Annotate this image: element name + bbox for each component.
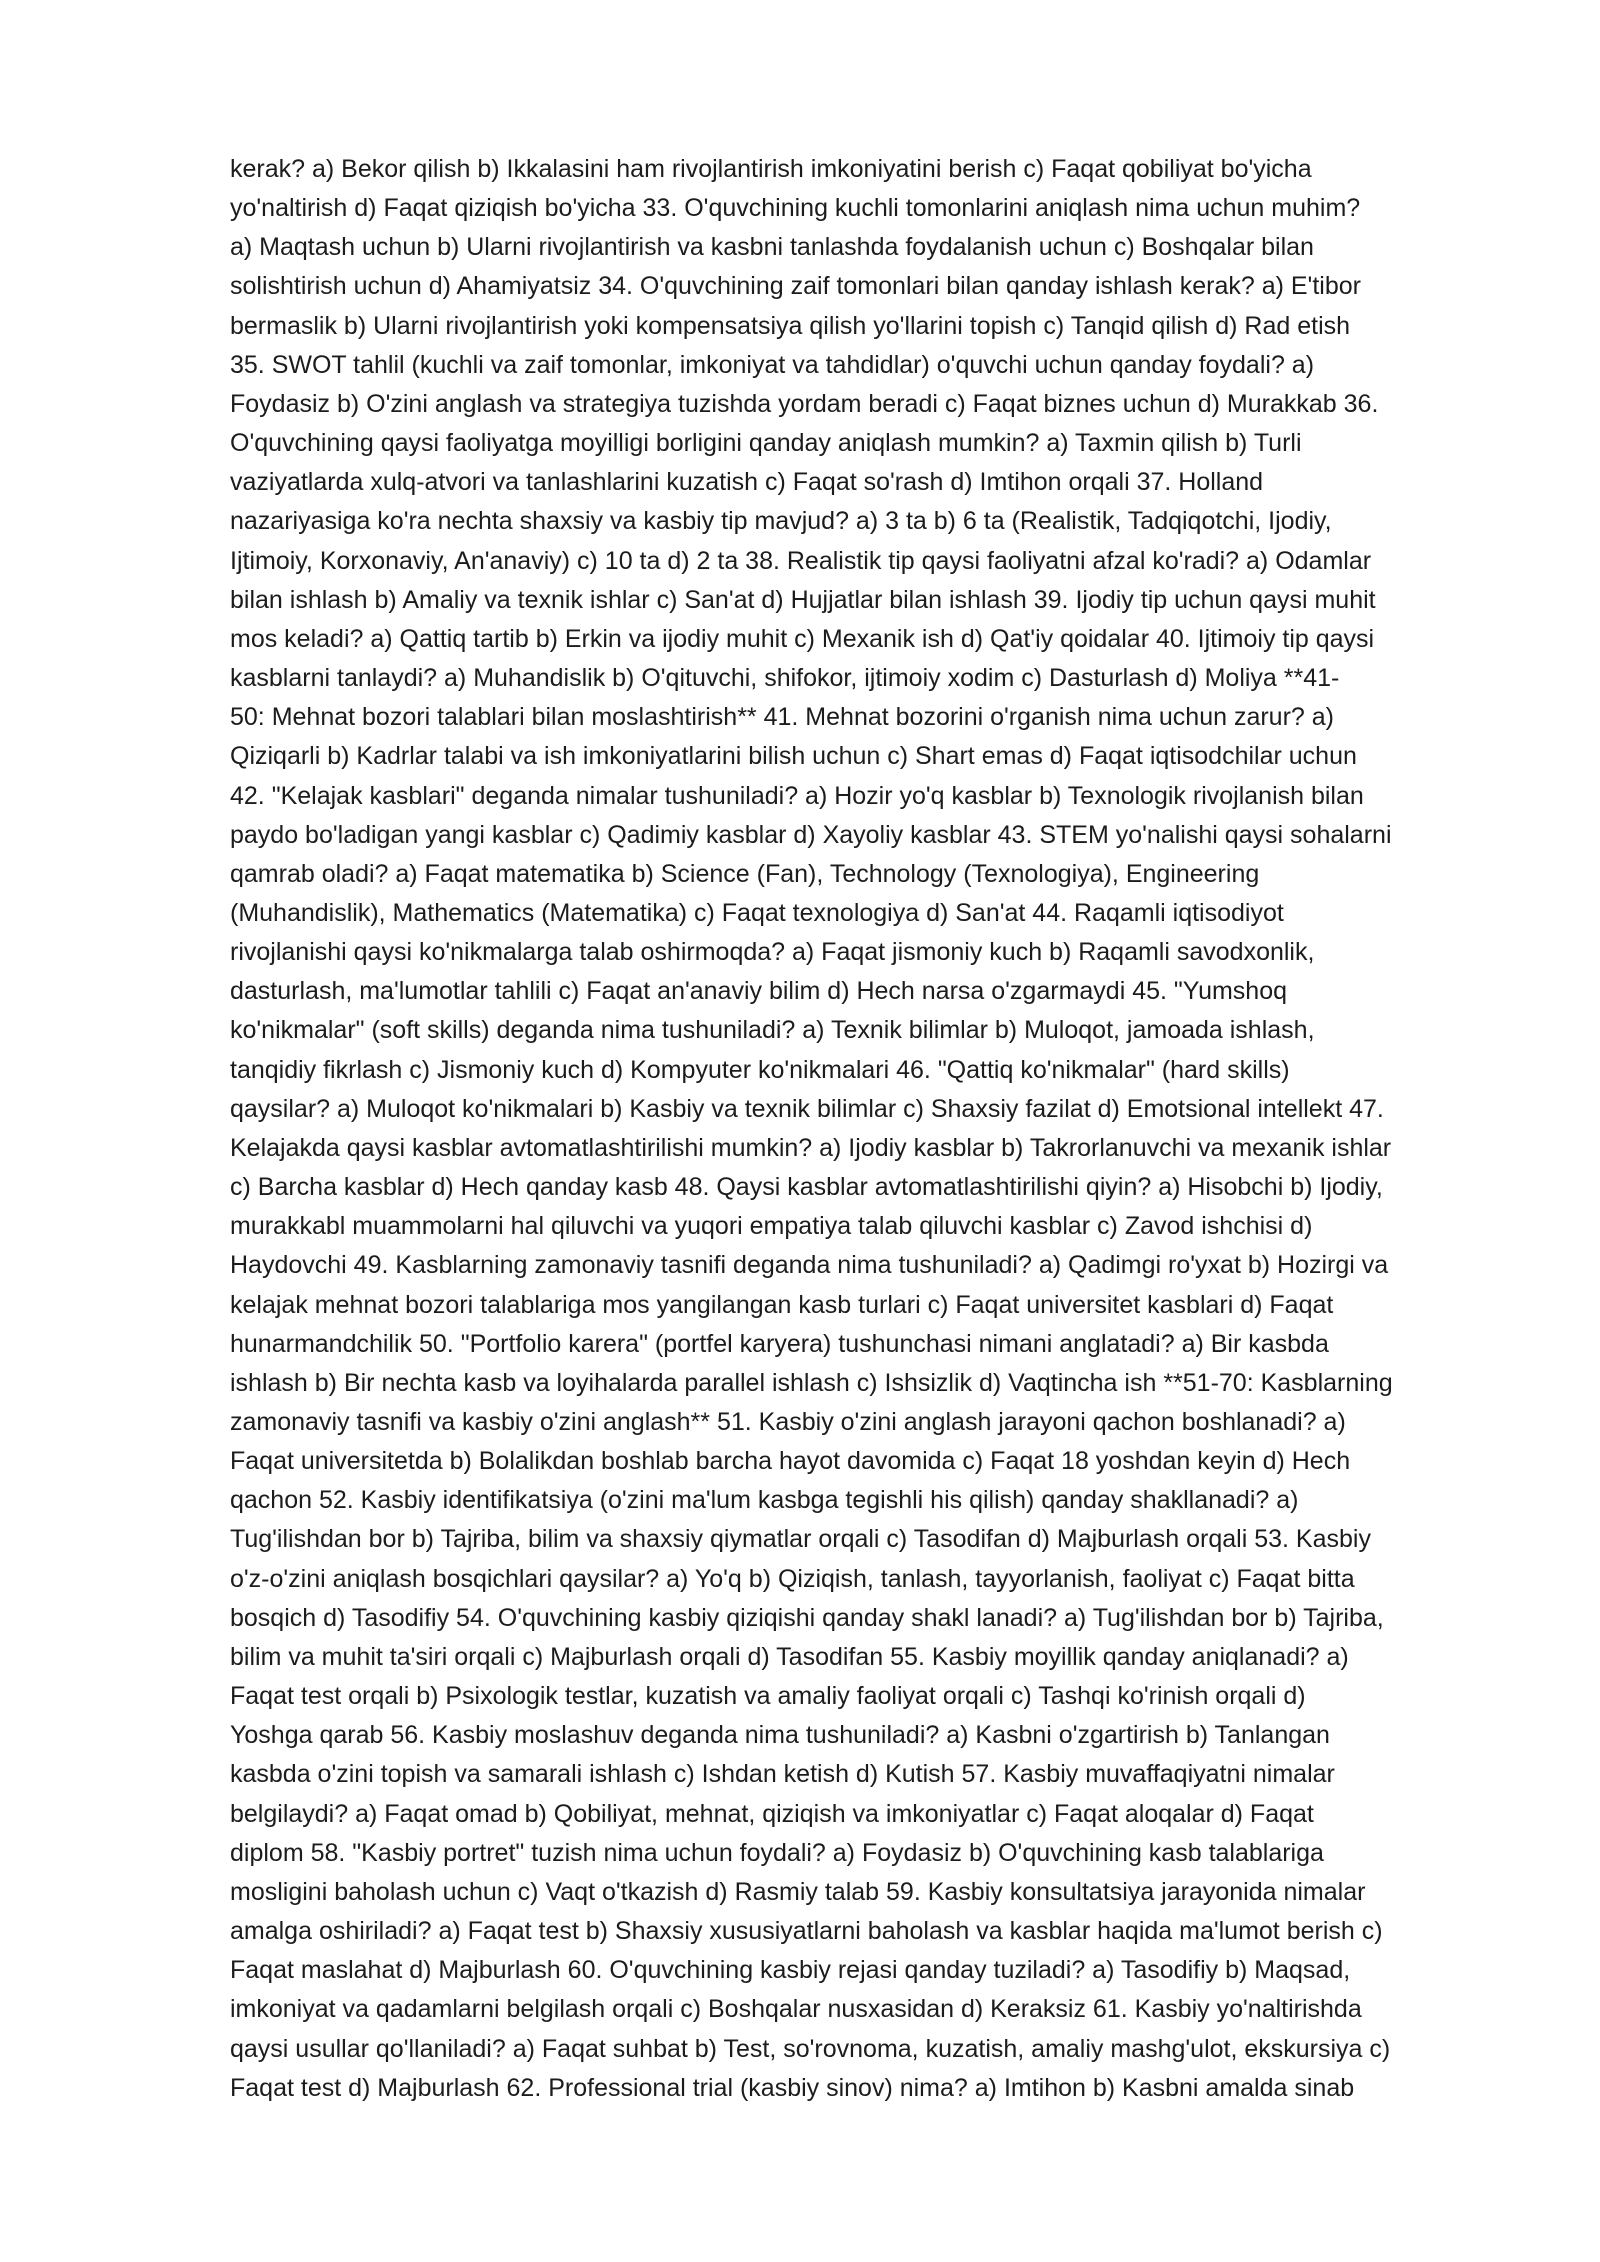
text-line: Tug'ilishdan bor b) Tajriba, bilim va shaxsiy qiymatlar orqali c) Tasodifan d) Majburlash orqali 53. Kasbiy [230, 1525, 1371, 1554]
text-line: ko'nikmalar" (soft skills) deganda nima tushuniladi? a) Texnik bilimlar b) Muloqot, jamoada ishlash, [230, 1016, 1315, 1045]
text-line: a) Maqtash uchun b) Ularni rivojlantirish va kasbni tanlashda foydalanish uchun c) Boshqalar bilan [230, 233, 1314, 262]
document-body-text [230, 150, 1505, 2108]
text-line: qachon 52. Kasbiy identifikatsiya (o'zini ma'lum kasbga tegishli his qilish) qanday shakllanadi? a) [230, 1486, 1299, 1515]
text-line: (Muhandislik), Mathematics (Matematika) c) Faqat texnologiya d) San'at 44. Raqamli iqtisodiyot [230, 898, 1284, 927]
text-line: zamonaviy tasnifi va kasbiy o'zini anglash** 51. Kasbiy o'zini anglash jarayoni qachon boshlanadi? a) [230, 1408, 1346, 1436]
text-line: Foydasiz b) O'zini anglash va strategiya tuzishda yordam beradi c) Faqat biznes uchun d) Murakkab 36. [230, 389, 1379, 418]
text-line: Faqat maslahat d) Majburlash 60. O'quvchining kasbiy rejasi qanday tuziladi? a) Tasodifiy b) Maqsad, [230, 1956, 1351, 1985]
text-line: diplom 58. "Kasbiy portret" tuzish nima uchun foydali? a) Foydasiz b) O'quvchining kasb talablariga [230, 1838, 1324, 1867]
text-line: dasturlash, ma'lumotlar tahlili c) Faqat an'anaviy bilim d) Hech narsa o'zgarmaydi 45. "Yumshoq [230, 977, 1288, 1006]
text-line: kasblarni tanlaydi? a) Muhandislik b) O'qituvchi, shifokor, ijtimoiy xodim c) Dasturlash d) Moliya **41- [230, 664, 1340, 693]
text-line: 42. "Kelajak kasblari" deganda nimalar tushuniladi? a) Hozir yo'q kasblar b) Texnologik rivojlanish bilan [230, 781, 1364, 810]
text-line: Faqat universitetda b) Bolalikdan boshlab barcha hayot davomida c) Faqat 18 yoshdan keyin d) Hech [230, 1447, 1351, 1476]
text-line: bilim va muhit ta'siri orqali c) Majburlash orqali d) Tasodifan 55. Kasbiy moyillik qanday aniqlanadi? a) [230, 1642, 1349, 1671]
text-line: yo'naltirish d) Faqat qiziqish bo'yicha 33. O'quvchining kuchli tomonlarini aniqlash nima uchun muhim? [230, 194, 1361, 223]
text-line: ishlash b) Bir nechta kasb va loyihalarda parallel ishlash c) Ishsizlik d) Vaqtincha ish **51-70: Kasblarning [230, 1368, 1393, 1397]
text-line: rivojlanishi qaysi ko'nikmalarga talab oshirmoqda? a) Faqat jismoniy kuch b) Raqamli savodxonlik, [230, 938, 1315, 967]
text-line: qaysi usullar qo'llaniladi? a) Faqat suhbat b) Test, so'rovnoma, kuzatish, amaliy mashg'ulot, ekskursiya c) [230, 2034, 1391, 2063]
text-line: solishtirish uchun d) Ahamiyatsiz 34. O'quvchining zaif tomonlari bilan qanday ishlash kerak? a) E'tibor [230, 272, 1361, 301]
text-line: qamrab oladi? a) Faqat matematika b) Science (Fan), Technology (Texnologiya), Engineering [230, 859, 1260, 888]
text-line: belgilaydi? a) Faqat omad b) Qobiliyat, mehnat, qiziqish va imkoniyatlar c) Faqat aloqalar d) Faqat [230, 1799, 1314, 1828]
text-line: hunarmandchilik 50. "Portfolio karera" (portfel karyera) tushunchasi nimani anglatadi? a) Bir kasbda [230, 1329, 1329, 1358]
text-line: imkoniyat va qadamlarni belgilash orqali c) Boshqalar nusxasidan d) Keraksiz 61. Kasbiy yo'naltirishda [230, 1995, 1362, 2024]
text-line: 50: Mehnat bozori talablari bilan moslashtirish** 41. Mehnat bozorini o'rganish nima uchun zarur? a) [230, 703, 1334, 732]
text-line: tanqidiy fikrlash c) Jismoniy kuch d) Kompyuter ko'nikmalari 46. "Qattiq ko'nikmalar" (hard skills) [230, 1055, 1290, 1084]
text-line: kelajak mehnat bozori talablariga mos yangilangan kasb turlari c) Faqat universitet kasblari d) Faqat [230, 1290, 1334, 1319]
text-line: mos keladi? a) Qattiq tartib b) Erkin va ijodiy muhit c) Mexanik ish d) Qat'iy qoidalar 40. Ijtimoiy tip qaysi [230, 624, 1375, 653]
text-line: Faqat test orqali b) Psixologik testlar, kuzatish va amaliy faoliyat orqali c) Tashqi ko'rinish orqali d) [230, 1682, 1306, 1711]
text-line: amalga oshiriladi? a) Faqat test b) Shaxsiy xususiyatlarni baholash va kasblar haqida ma'lumot berish c) [230, 1917, 1383, 1946]
text-line: vaziyatlarda xulq-atvori va tanlashlarini kuzatish c) Faqat so'rash d) Imtihon orqali 37. Holland [230, 468, 1264, 497]
text-line: murakkabl muammolarni hal qiluvchi va yuqori empatiya talab qiluvchi kasblar c) Zavod ishchisi d) [230, 1212, 1313, 1241]
text-line: O'quvchining qaysi faoliyatga moyilligi borligini qanday aniqlash mumkin? a) Taxmin qilish b) Turli [230, 429, 1302, 458]
text-line: kerak? a) Bekor qilish b) Ikkalasini ham rivojlantirish imkoniyatini berish c) Faqat qobiliyat bo'yicha [230, 155, 1312, 183]
text-line: mosligini baholash uchun c) Vaqt o'tkazish d) Rasmiy talab 59. Kasbiy konsultatsiya jarayonida nimalar [230, 1877, 1366, 1906]
text-line: Faqat test d) Majburlash 62. Professional trial (kasbiy sinov) nima? a) Imtihon b) Kasbni amalda sinab [230, 2073, 1355, 2102]
text-line: Qiziqarli b) Kadrlar talabi va ish imkoniyatlarini bilish uchun c) Shart emas d) Faqat iqtisodchilar uchun [230, 742, 1357, 771]
text-line: kasbda o'zini topish va samarali ishlash c) Ishdan ketish d) Kutish 57. Kasbiy muvaffaqiyatni nimalar [230, 1760, 1335, 1789]
text-line: c) Barcha kasblar d) Hech qanday kasb 48. Qaysi kasblar avtomatlashtirilishi qiyin? a) Hisobchi b) Ijodiy, [230, 1173, 1383, 1202]
text-line: Haydovchi 49. Kasblarning zamonaviy tasnifi deganda nima tushuniladi? a) Qadimgi ro'yxat b) Hozirgi va [230, 1251, 1389, 1280]
text-line: bilan ishlash b) Amaliy va texnik ishlar c) San'at d) Hujjatlar bilan ishlash 39. Ijodiy tip uchun qaysi muhit [230, 585, 1376, 614]
text-line: o'z-o'zini aniqlash bosqichlari qaysilar? a) Yo'q b) Qiziqish, tanlash, tayyorlanish, faoliyat c) Faqat bitta [230, 1564, 1355, 1593]
text-line: qaysilar? a) Muloqot ko'nikmalari b) Kasbiy va texnik bilimlar c) Shaxsiy fazilat d) Emotsional intellekt 47. [230, 1094, 1384, 1123]
text-line: Ijtimoiy, Korxonaviy, An'anaviy) c) 10 ta d) 2 ta 38. Realistik tip qaysi faoliyatni afzal ko'radi? a) Odamlar [230, 546, 1372, 575]
text-line: Yoshga qarab 56. Kasbiy moslashuv deganda nima tushuniladi? a) Kasbni o'zgartirish b) Tanlangan [230, 1721, 1330, 1750]
text-line: nazariyasiga ko'ra nechta shaxsiy va kasbiy tip mavjud? a) 3 ta b) 6 ta (Realistik, Tadqiqotchi, Ijodiy, [230, 507, 1332, 536]
text-line: paydo bo'ladigan yangi kasblar c) Qadimiy kasblar d) Xayoliy kasblar 43. STEM yo'nalishi qaysi sohalarni [230, 820, 1392, 849]
text-line: Kelajakda qaysi kasblar avtomatlashtirilishi mumkin? a) Ijodiy kasblar b) Takrorlanuvchi va mexanik ishlar [230, 1133, 1392, 1162]
text-line: bosqich d) Tasodifiy 54. O'quvchining kasbiy qiziqishi qanday shakl lanadi? a) Tug'ilishdan bor b) Tajriba, [230, 1603, 1384, 1632]
text-line: 35. SWOT tahlil (kuchli va zaif tomonlar, imkoniyat va tahdidlar) o'quvchi uchun qanday foydali? a) [230, 350, 1315, 379]
text-line: bermaslik b) Ularni rivojlantirish yoki kompensatsiya qilish yo'llarini topish c) Tanqid qilish d) Rad etish [230, 311, 1351, 340]
